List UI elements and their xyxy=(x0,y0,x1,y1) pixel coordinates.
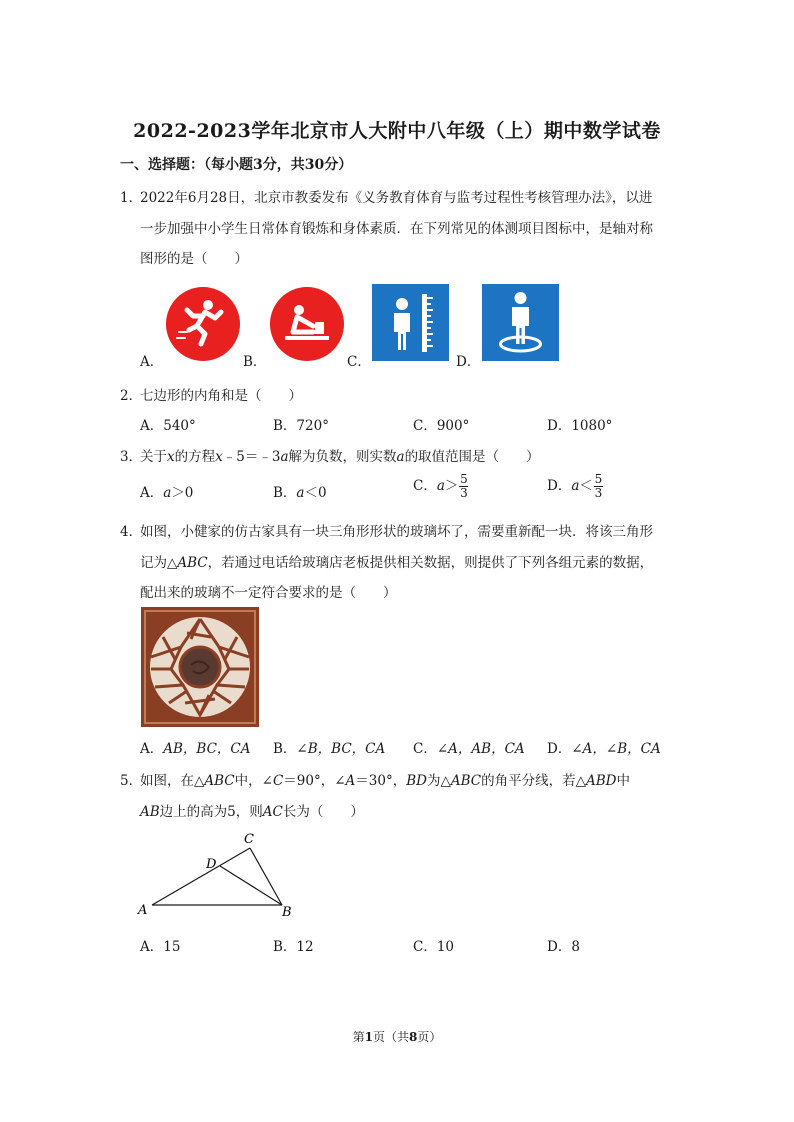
question-5-line-1 xyxy=(120,769,630,789)
segment-label: AB xyxy=(140,804,160,820)
question-text: 如图，小健家的仿古家具有一块三角形形状的玻璃坏了，需要重新配一块．将该三角形 xyxy=(140,524,653,540)
option-a: A．15 xyxy=(140,939,181,955)
total-pages: 8 xyxy=(409,1030,418,1044)
page-number: 1 xyxy=(364,1030,373,1044)
option-c: C．10 xyxy=(413,939,455,955)
text-fragment: 解为负数，则实数 xyxy=(288,449,397,465)
question-number: 5． xyxy=(120,773,143,789)
question-3 xyxy=(120,445,540,465)
denominator: 3 xyxy=(594,486,603,500)
vertex-label: A xyxy=(345,773,356,789)
variable-a: a xyxy=(571,478,580,494)
variable-x: x xyxy=(167,449,175,465)
footer-text: 第 xyxy=(352,1030,365,1044)
option-b: B．12 xyxy=(273,939,314,955)
question-number: 3． xyxy=(120,449,143,465)
option-a: A．540° xyxy=(140,418,196,434)
point-d-label: D xyxy=(206,857,217,872)
variable-a: a xyxy=(280,449,289,465)
variable-a: a xyxy=(296,485,305,501)
option-label: A． xyxy=(140,485,164,501)
option-text: ∠A，∠B，CA xyxy=(571,741,661,757)
option-b: B．720° xyxy=(273,418,329,434)
option-label: B． xyxy=(273,741,297,757)
question-4-line-2 xyxy=(140,551,653,571)
page-footer xyxy=(0,1028,794,1045)
triangle-name: ABC xyxy=(204,773,235,789)
question-5-line-2 xyxy=(140,800,364,820)
text-fragment: 记为△ xyxy=(140,555,178,571)
triangle-name: ABD xyxy=(586,773,617,789)
vertex-a-label: A xyxy=(138,903,148,918)
relation: ＞ xyxy=(444,478,459,494)
question-number: 2． xyxy=(120,388,143,404)
option-label: A． xyxy=(140,741,164,757)
text-fragment: 的角平分线，若△ xyxy=(481,773,587,789)
triangle-name: ABC xyxy=(450,773,482,789)
text-fragment: 边上的高为5，则 xyxy=(159,804,263,820)
option-c-label: C． xyxy=(347,354,371,370)
option-c xyxy=(413,473,468,500)
option-d: D．8 xyxy=(547,939,580,955)
option-label: C． xyxy=(413,741,437,757)
segment-label: AC xyxy=(262,804,283,820)
wooden-lattice-window-image xyxy=(141,607,259,731)
question-1-line-2: 一步加强中小学生日常体育锻炼和身体素质．在下列常见的体测项目图标中，是轴对称 xyxy=(140,221,653,237)
triangle-name: ABC xyxy=(177,555,208,571)
sit-and-reach-icon xyxy=(269,286,345,362)
option-d-label: D． xyxy=(456,354,481,370)
section-heading: 一、选择题：（每小题3分，共30分） xyxy=(120,157,353,173)
option-label: B． xyxy=(273,485,297,501)
option-a xyxy=(140,481,193,501)
relation: ＞0 xyxy=(171,485,194,501)
text-fragment: 为△ xyxy=(426,773,451,789)
fraction xyxy=(594,473,603,500)
standing-person-icon xyxy=(482,284,559,361)
text-fragment: 关于 xyxy=(140,449,167,465)
question-1-line-1 xyxy=(120,186,652,206)
option-label: D． xyxy=(547,741,572,757)
text-fragment: 如图，在△ xyxy=(140,773,205,789)
numerator: 5 xyxy=(460,472,468,486)
variable-x: x xyxy=(215,449,223,465)
relation: ＜0 xyxy=(304,485,327,501)
page-title: 2022-2023学年北京市人大附中八年级（上）期中数学试卷 xyxy=(133,120,661,142)
option-c: C．900° xyxy=(413,418,470,434)
text-fragment: 的取值范围是（ ） xyxy=(404,449,540,465)
question-1-line-3: 图形的是（ ） xyxy=(140,251,248,267)
vertex-b-label: B xyxy=(282,905,292,920)
question-4-line-1 xyxy=(120,520,653,540)
option-b xyxy=(273,737,385,757)
text-fragment: 中，∠ xyxy=(234,773,273,789)
numerator: 5 xyxy=(594,472,603,486)
option-d-image xyxy=(482,284,559,365)
triangle-diagram xyxy=(134,828,304,920)
option-a-label: A． xyxy=(140,354,164,370)
denominator: 3 xyxy=(460,486,468,500)
vertex-c-label: C xyxy=(244,832,254,847)
question-2 xyxy=(120,384,302,404)
text-fragment: 中 xyxy=(616,773,631,789)
footer-text: 页） xyxy=(417,1030,442,1044)
option-label: C． xyxy=(413,478,437,494)
text-fragment: ＝30°， xyxy=(355,773,407,789)
fraction xyxy=(459,473,468,500)
triangle-figure xyxy=(134,828,304,924)
option-d xyxy=(547,473,603,500)
question-number: 1． xyxy=(120,190,143,206)
option-c-image xyxy=(372,284,449,365)
question-text: 七边形的内角和是（ ） xyxy=(140,388,302,404)
relation: ＜ xyxy=(579,478,593,494)
option-b-image xyxy=(269,286,345,366)
height-measure-icon xyxy=(372,284,449,361)
option-text: ∠A，AB，CA xyxy=(436,741,525,757)
equation-fragment: ﹣5＝﹣3 xyxy=(222,449,281,465)
variable-a: a xyxy=(396,449,405,465)
option-c xyxy=(413,737,525,757)
question-4-line-3: 配出来的玻璃不一定符合要求的是（ ） xyxy=(140,585,397,601)
running-figure-icon xyxy=(165,286,241,362)
question-number: 4． xyxy=(120,524,143,540)
option-text: ∠B，BC，CA xyxy=(296,741,386,757)
option-b-label: B． xyxy=(243,354,267,370)
text-fragment: 的方程 xyxy=(174,449,216,465)
option-d xyxy=(547,737,661,757)
text-fragment: ，若通过电话给玻璃店老板提供相关数据，则提供了下列各组元素的数据， xyxy=(207,555,654,571)
option-d: D．1080° xyxy=(547,418,613,434)
option-label: D． xyxy=(547,478,572,494)
option-a-image xyxy=(165,286,241,366)
option-b xyxy=(273,481,327,501)
text-fragment: ＝90°，∠ xyxy=(283,773,346,789)
question-text: 2022年6月28日，北京市教委发布《义务教育体育与监考过程性考核管理办法》，以进 xyxy=(140,190,653,206)
option-text: AB，BC，CA xyxy=(163,741,251,757)
option-a xyxy=(140,737,251,757)
variable-a: a xyxy=(436,478,445,494)
vertex-label: C xyxy=(272,773,284,789)
window-lattice-icon xyxy=(141,607,259,727)
segment-label: BD xyxy=(406,773,427,789)
footer-text: 页（共 xyxy=(372,1030,409,1044)
variable-a: a xyxy=(163,485,172,501)
text-fragment: 长为（ ） xyxy=(282,804,364,820)
